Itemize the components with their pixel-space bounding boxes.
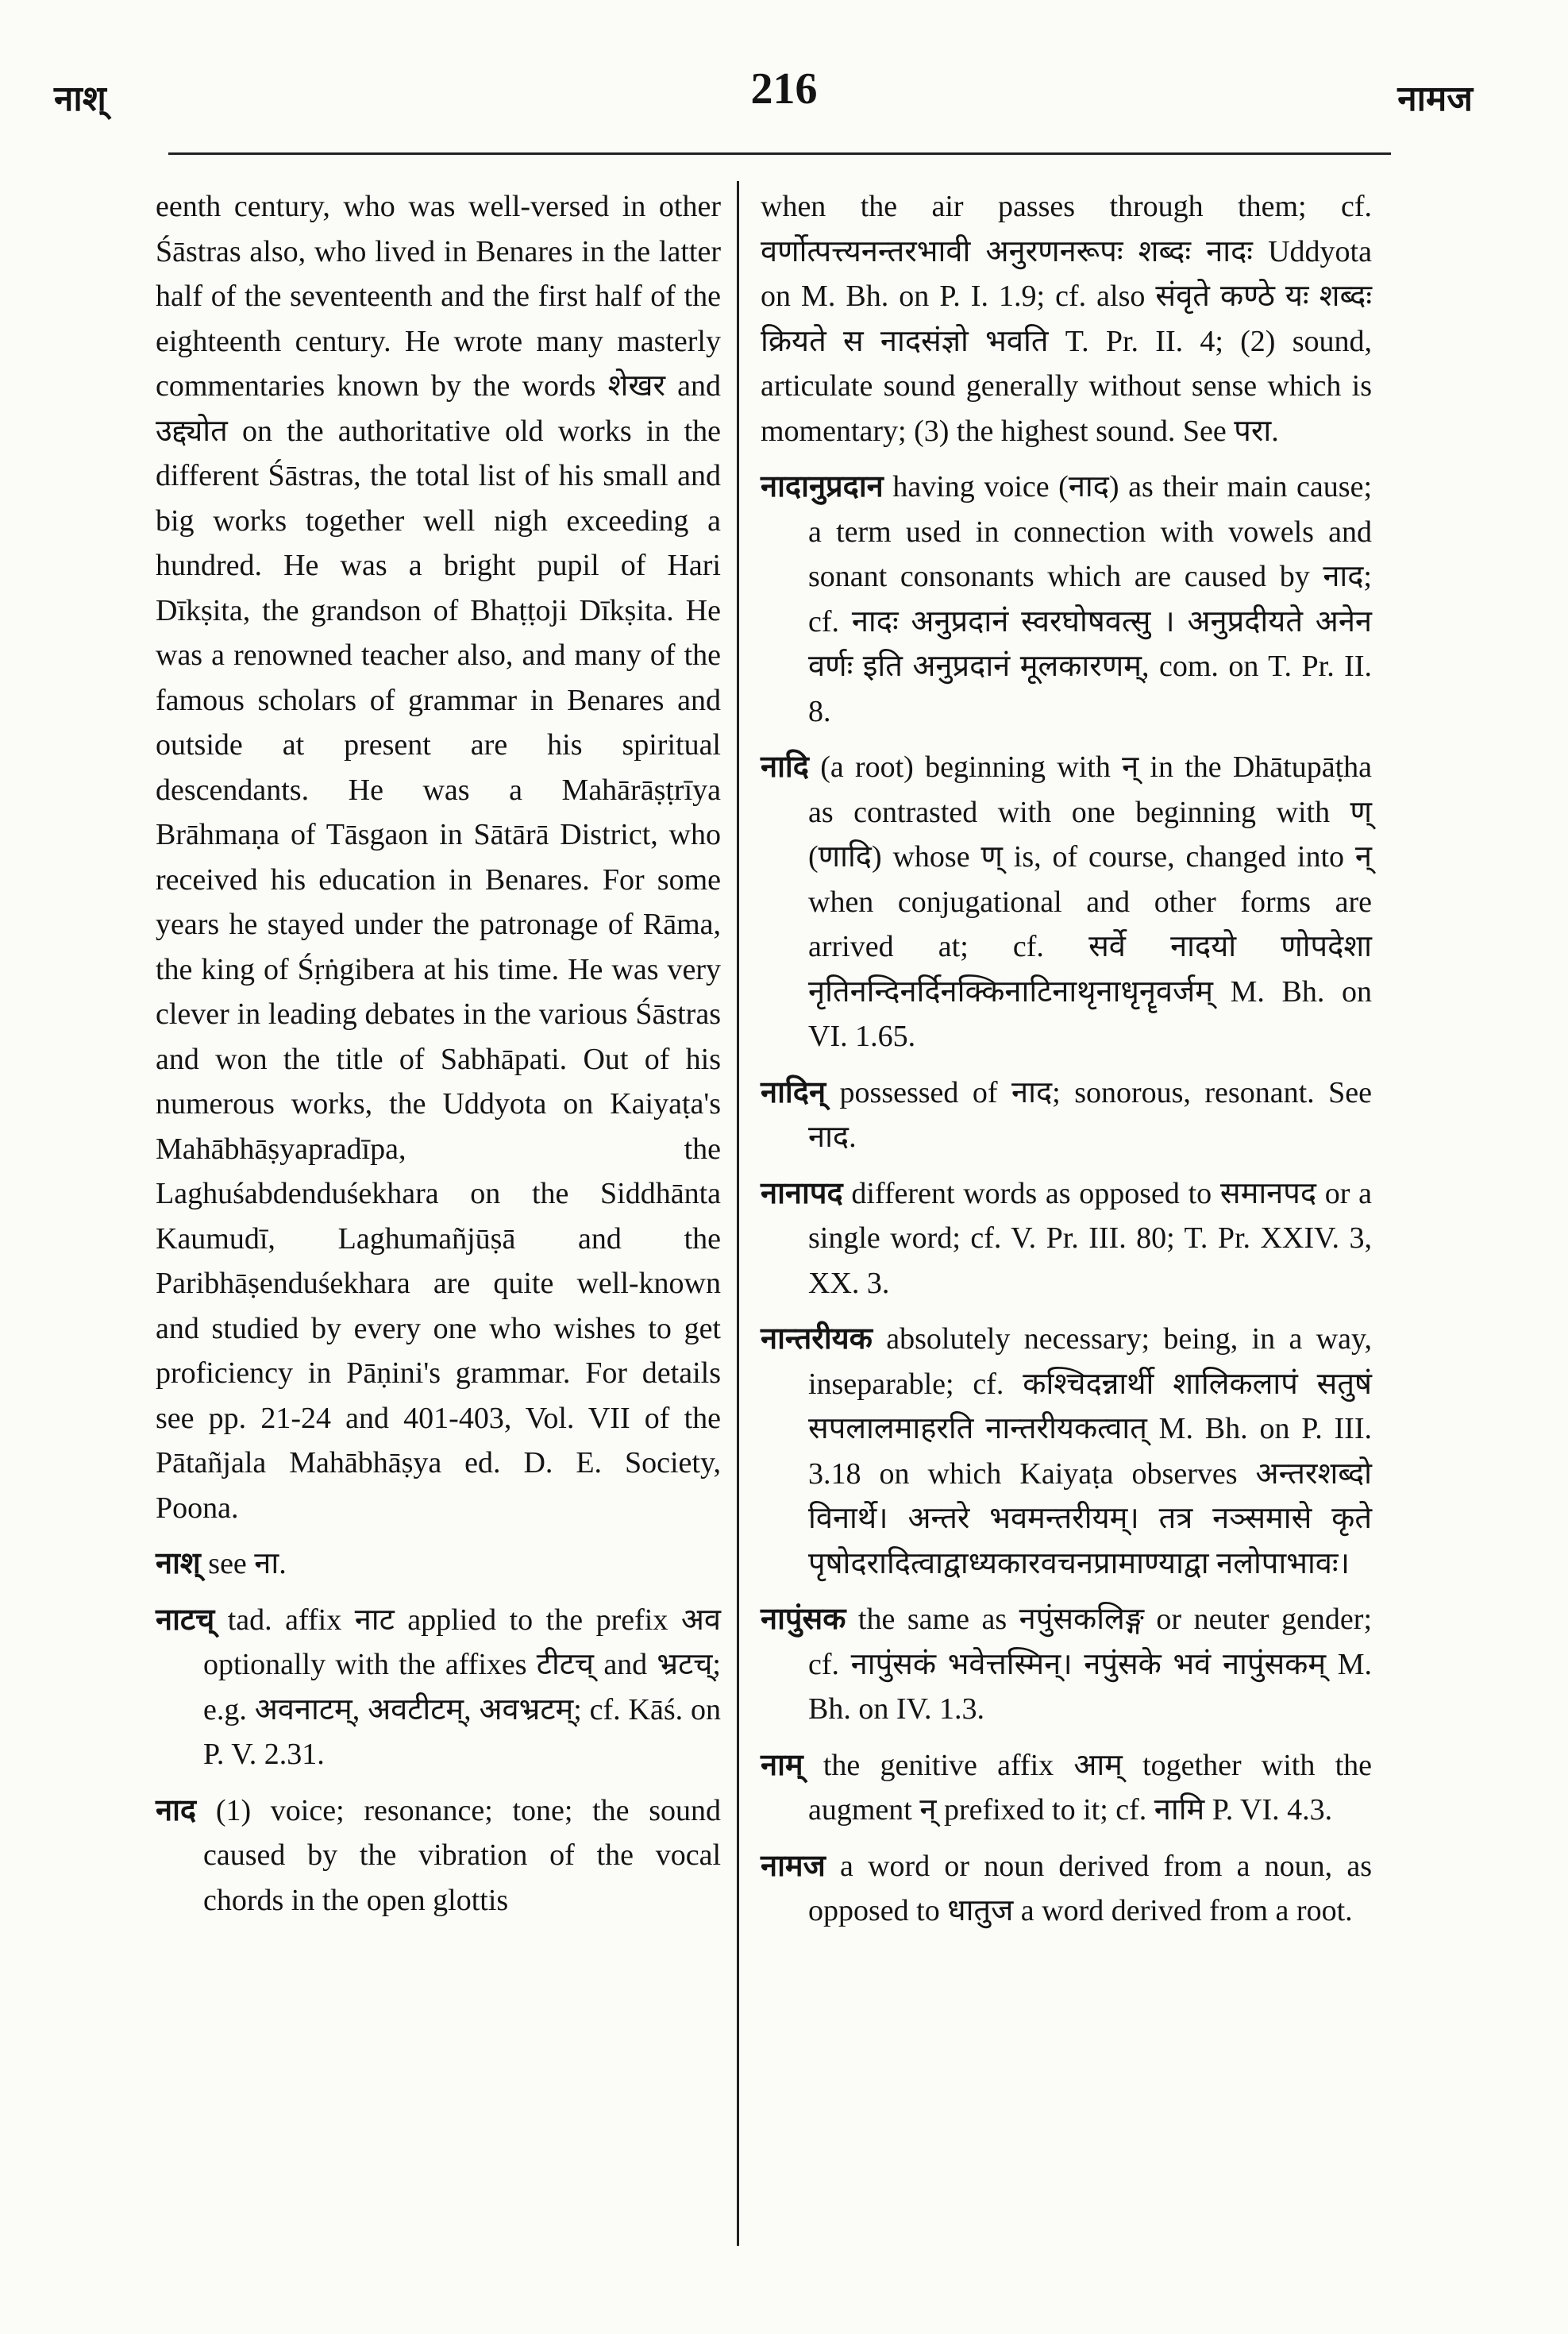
dictionary-entry <box>156 1788 721 1923</box>
dictionary-entry <box>761 1597 1372 1732</box>
entry-definition: the same as नपुंसकलिङ्ग or neuter gender; cf. नापुंसकं भवेत्तस्मिन्। नपुंसके भवं नापुंसकम् M. Bh. on IV. 1.3. <box>808 1603 1373 1726</box>
entry-definition: the genitive affix आम् together with the augment न् prefixed to it; cf. नामि P. VI. 4.3. <box>808 1748 1372 1827</box>
entry-headword: नाटच् <box>156 1603 215 1637</box>
dictionary-entry <box>761 1171 1372 1306</box>
entry-headword: नानापद <box>761 1176 843 1210</box>
header-rule <box>168 152 1391 155</box>
column-divider <box>737 181 739 2246</box>
dictionary-entry <box>761 465 1372 734</box>
entry-definition: tad. affix नाट applied to the prefix अव optionally with the affixes टीटच् and भ्रटच्; e.g. अवनाटम्, अवटीटम्, अवभ्रटम्; cf. Kāś. on P. V. 2.31. <box>203 1603 721 1771</box>
page-number: 216 <box>750 64 818 114</box>
entry-definition: a word or noun derived from a noun, as opposed to धातुज a word derived from a root. <box>808 1849 1372 1927</box>
entry-definition: different words as opposed to समानपद or a single word; cf. V. Pr. III. 80; T. Pr. XXIV. 3, XX. 3. <box>808 1176 1372 1300</box>
dictionary-entry <box>761 1317 1372 1586</box>
running-head <box>0 0 1568 159</box>
dictionary-entry <box>761 1071 1372 1160</box>
entry-definition: see ना. <box>208 1547 287 1580</box>
left-column <box>156 184 721 1934</box>
entry-headword: नादानुप्रदान <box>761 470 884 503</box>
running-head-right: नामज <box>1397 79 1473 119</box>
entry-headword: नामज <box>761 1849 826 1883</box>
dictionary-entry <box>156 1541 721 1587</box>
entry-definition: absolutely necessary; being, in a way, inseparable; cf. कश्चिदन्नार्थी शालिकलापं सतुषं सपलालमाहरति नान्तरीयकत्वात् M. Bh. on P. III. 3.18 on which Kaiyaṭa observes अन्तरशब्दो विनार्थे। अन्तरे भवमन्तरीयम्। तत्र नञ्समासे कृते पृषोदरादित्वाद्वाध्यकारवचनप्रामाण्याद्वा नलोपाभावः। <box>808 1322 1372 1580</box>
dictionary-entry <box>761 745 1372 1059</box>
entry-headword: नाम् <box>761 1748 803 1782</box>
entry-definition: (1) voice; resonance; tone; the sound caused by the vibration of the vocal chords in the open glottis <box>203 1793 721 1917</box>
continued-entry-text: when the air passes through them; cf. वर्णोत्पत्त्यनन्तरभावी अनुरणनरूपः शब्दः नादः Uddyota on M. Bh. on P. I. 1.9; cf. also संवृते कण्ठे यः शब्दः क्रियते स नादसंज्ञो भवति T. Pr. II. 4; (2) sound, articulate sound generally without sense which is momentary; (3) the highest sound. See परा. <box>761 190 1372 448</box>
entry-headword: नापुंसक <box>761 1603 846 1636</box>
continued-entry-text: eenth century, who was well-versed in other Śāstras also, who lived in Benares in the latter half of the seventeenth and the first half of the eighteenth century. He wrote many masterly commentaries known by the words शेखर and उद्द्योत on the authoritative old works in the different Śāstras, the total list of his small and big works together well nigh exceeding a hundred. He was a bright pupil of Hari Dīkṣita, the grandson of Bhaṭṭoji Dīkṣita. He was a renowned teacher also, and many of the famous scholars of grammar in Benares and outside at present are his spiritual descendants. He was a Mahārāṣṭrīya Brāhmaṇa of Tāsgaon in Sātārā District, who received his education in Benares. For some years he stayed under the patronage of Rāma, the king of Śṛṅgibera at his time. He was very clever in leading debates in the various Śāstras and won the title of Sabhāpati. Out of his numerous works, the Uddyota on Kaiyaṭa's Mahābhāṣyapradīpa, the Laghuśabdenduśekhara on the Siddhānta Kaumudī, Laghumañjūṣā and the Paribhāṣenduśekhara are quite well-known and studied by every one who wishes to get proficiency in Pāṇini's grammar. For details see pp. 21-24 and 401-403, Vol. VII of the Pātañjala Mahābhāṣya ed. D. E. Society, Poona. <box>156 190 721 1525</box>
entry-headword: नाद <box>156 1793 197 1827</box>
entry-definition: having voice (नाद) as their main cause; a term used in connection with vowels and sonant consonants which are caused by नाद; cf. नादः अनुप्रदानं स्वरघोषवत्सु । अनुप्रदीयते अनेन वर्णः इति अनुप्रदानं मूलकारणम्, com. on T. Pr. II. 8. <box>808 470 1373 728</box>
entry-definition: (a root) beginning with न् in the Dhātupāṭha as contrasted with one beginning with ण् (णादि) whose ण् is, of course, changed into न् when conjugational and other forms are arrived at; cf. सर्वे नादयो णोपदेशा नृतिनन्दिनर्दिनक्किनाटिनाथृनाधृनॄवर्जम् M. Bh. on VI. 1.65. <box>808 750 1373 1053</box>
right-column <box>761 184 1372 1945</box>
dictionary-entry <box>761 1844 1372 1934</box>
running-head-left: नाश् <box>54 79 106 119</box>
dictionary-entry <box>761 1743 1372 1833</box>
dictionary-entry <box>156 1598 721 1777</box>
entry-headword: नादिन् <box>761 1075 826 1109</box>
entry-definition: possessed of नाद; sonorous, resonant. See नाद. <box>808 1075 1372 1154</box>
entry-headword: नाश् <box>156 1547 201 1580</box>
entry-headword: नादि <box>761 750 809 784</box>
entry-headword: नान्तरीयक <box>761 1322 873 1356</box>
